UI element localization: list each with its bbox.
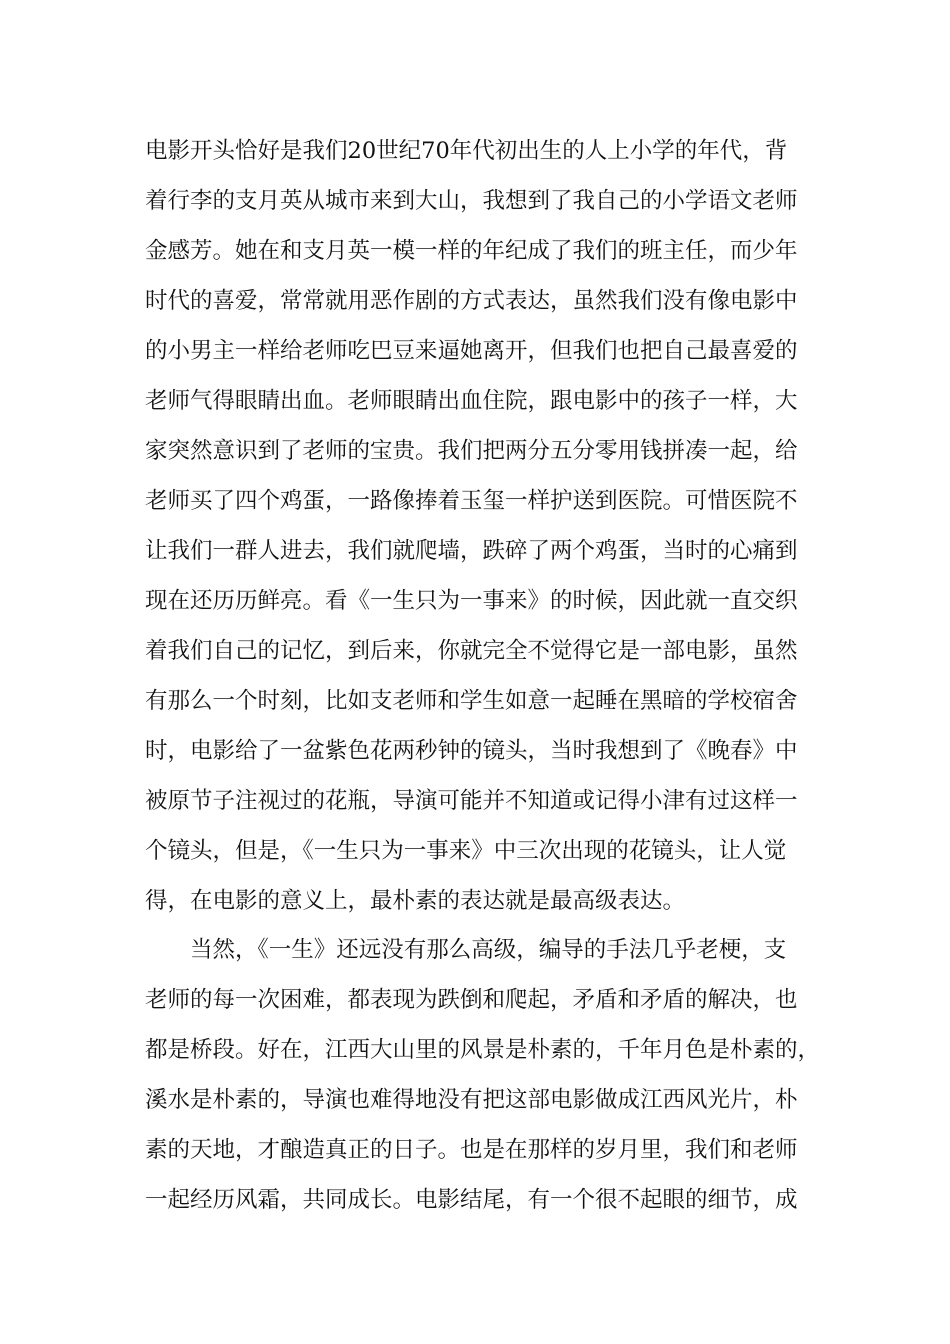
text-line: 被原节子注视过的花瓶，导演可能并不知道或记得小津有过这样一 xyxy=(145,788,798,814)
text-line: 金感芳。她在和支月英一模一样的年纪成了我们的班主任，而少年 xyxy=(145,238,798,264)
text-line: 有那么一个时刻，比如支老师和学生如意一起睡在黑暗的学校宿舍 xyxy=(145,688,798,714)
text-line: 的小男主一样给老师吃巴豆来逼她离开，但我们也把自己最喜爱的 xyxy=(145,338,798,364)
text-line: 素的天地，才酿造真正的日子。也是在那样的岁月里，我们和老师 xyxy=(145,1137,798,1163)
text-line: 着行李的支月英从城市来到大山，我想到了我自己的小学语文老师 xyxy=(145,188,798,214)
text-line: 老师气得眼睛出血。老师眼睛出血住院，跟电影中的孩子一样，大 xyxy=(145,388,798,414)
text-line: 电影开头恰好是我们20世纪70年代初出生的人上小学的年代，背 xyxy=(145,138,788,164)
text-line: 溪水是朴素的，导演也难得地没有把这部电影做成江西风光片，朴 xyxy=(145,1087,798,1113)
text-line: 一起经历风霜，共同成长。电影结尾，有一个很不起眼的细节，成 xyxy=(145,1187,798,1213)
text-line: 得，在电影的意义上，最朴素的表达就是最高级表达。 xyxy=(145,888,686,914)
text-line: 都是桥段。好在，江西大山里的风景是朴素的，千年月色是朴素的， xyxy=(145,1037,821,1063)
text-line: 老师买了四个鸡蛋，一路像捧着玉玺一样护送到医院。可惜医院不 xyxy=(145,488,798,514)
text-line: 着我们自己的记忆，到后来，你就完全不觉得它是一部电影，虽然 xyxy=(145,638,798,664)
text-line: 家突然意识到了老师的宝贵。我们把两分五分零用钱拼凑一起，给 xyxy=(145,438,798,464)
text-line: 现在还历历鲜亮。看《一生只为一事来》的时候，因此就一直交织 xyxy=(145,588,798,614)
text-line: 时，电影给了一盆紫色花两秒钟的镜头，当时我想到了《晚春》中 xyxy=(145,738,798,764)
text-line: 当然，《一生》还远没有那么高级，编导的手法几乎老梗，支 xyxy=(190,937,787,963)
text-line: 时代的喜爱，常常就用恶作剧的方式表达，虽然我们没有像电影中 xyxy=(145,288,798,314)
text-line: 老师的每一次困难，都表现为跌倒和爬起，矛盾和矛盾的解决，也 xyxy=(145,987,798,1013)
text-line: 个镜头，但是，《一生只为一事来》中三次出现的花镜头，让人觉 xyxy=(145,838,787,864)
text-line: 让我们一群人进去，我们就爬墙，跌碎了两个鸡蛋，当时的心痛到 xyxy=(145,538,798,564)
